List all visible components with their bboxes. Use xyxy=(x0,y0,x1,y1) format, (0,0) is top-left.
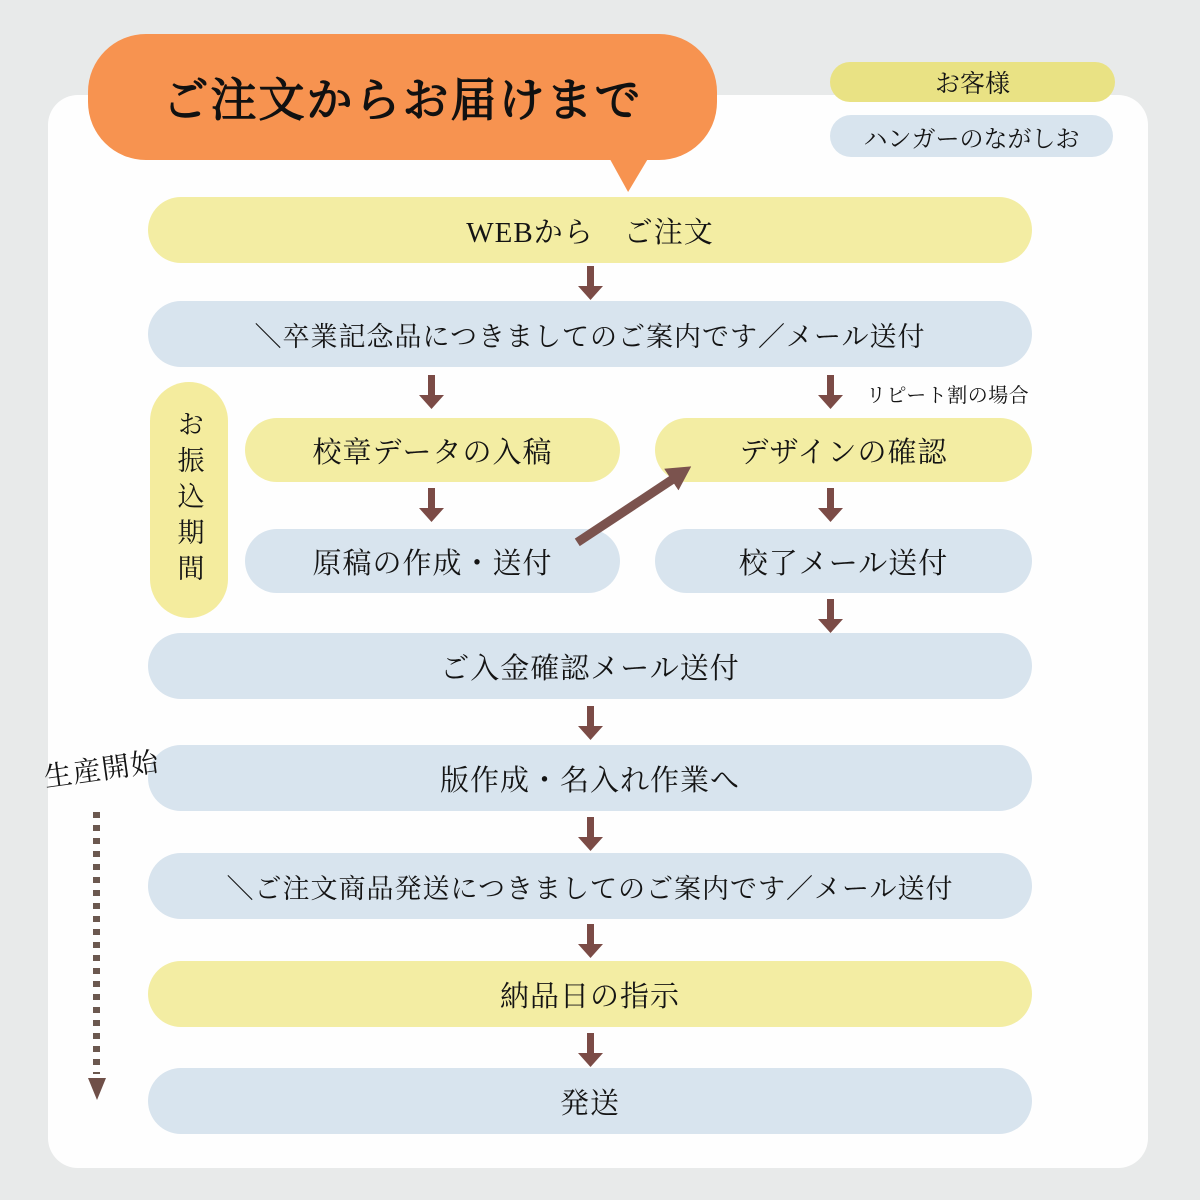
step-proof-mail-label: 校了メール送付 xyxy=(738,547,949,580)
production-dotted-line xyxy=(93,812,100,1074)
step-delivery-date xyxy=(148,961,1032,1027)
transfer-period-label: お振込期間 xyxy=(173,410,204,590)
step-design-check xyxy=(655,418,1032,482)
legend-customer-pill xyxy=(830,62,1115,102)
step-payment-mail xyxy=(148,633,1032,699)
page-title: ご注文からお届けまで xyxy=(162,75,643,126)
step-design-check-label: デザインの確認 xyxy=(739,436,948,469)
step-draft-send xyxy=(245,529,620,593)
step-mail-shipping xyxy=(148,853,1032,919)
step-mail-graduation-label: ＼卒業記念品につきましてのご案内です／メール送付 xyxy=(254,321,926,352)
step-web-order xyxy=(148,197,1032,263)
arrow-down-icon xyxy=(578,266,603,300)
step-draft-send-label: 原稿の作成・送付 xyxy=(312,547,553,580)
arrow-down-icon xyxy=(578,706,603,740)
step-plate-work-label: 版作成・名入れ作業へ xyxy=(439,764,740,797)
production-start-label: 生産開始 xyxy=(42,746,162,794)
legend-customer-label: お客様 xyxy=(934,71,1010,98)
step-ship xyxy=(148,1068,1032,1134)
step-ship-label: 発送 xyxy=(559,1087,620,1120)
step-plate-work xyxy=(148,745,1032,811)
step-proof-mail xyxy=(655,529,1032,593)
step-payment-mail-label: ご入金確認メール送付 xyxy=(440,652,740,685)
step-delivery-date-label: 納品日の指示 xyxy=(499,980,680,1013)
transfer-period-pill xyxy=(150,382,228,618)
legend-shop-label: ハンガーのながしお xyxy=(863,126,1080,153)
arrow-down-icon xyxy=(419,488,444,522)
arrow-down-icon xyxy=(818,488,843,522)
legend-shop-pill xyxy=(830,115,1113,157)
step-mail-graduation xyxy=(148,301,1032,367)
title-bubble xyxy=(88,34,717,160)
arrow-down-icon xyxy=(818,375,843,409)
arrow-down-icon xyxy=(578,1033,603,1067)
arrow-down-icon xyxy=(818,599,843,633)
repeat-discount-note: リピート割の場合 xyxy=(866,385,1030,407)
arrow-down-icon xyxy=(578,924,603,958)
step-emblem-submit xyxy=(245,418,620,482)
step-mail-shipping-label: ＼ご注文商品発送につきましてのご案内です／メール送付 xyxy=(226,873,954,904)
step-web-order-label: WEBから ご注文 xyxy=(466,216,714,249)
step-emblem-submit-label: 校章データの入稿 xyxy=(312,436,553,469)
arrow-down-icon xyxy=(578,817,603,851)
arrow-down-icon xyxy=(419,375,444,409)
